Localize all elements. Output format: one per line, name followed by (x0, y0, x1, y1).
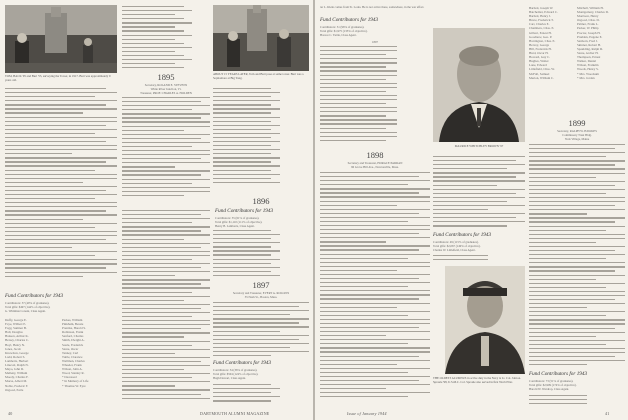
list-item: Wellman, Charles (62, 358, 85, 363)
fund-1943-d-line2: Total gifts: $2,909 (174% of objective). (529, 383, 577, 387)
list-item: Robinson, Frank (62, 330, 84, 335)
right-col1-body (320, 172, 430, 400)
list-item: Ladd, Robert S. (5, 354, 26, 359)
list-item: Parkes, William (62, 318, 83, 322)
class-1895-address: White River Junction, Vt. (150, 87, 182, 91)
list-item: Bartlett, Henry J. (529, 14, 551, 19)
class-1896-heading: 1896 (252, 196, 270, 206)
right-col2-names (433, 255, 525, 263)
list-item: Tenney, Carl (62, 350, 79, 355)
list-item: Pinkham, Bessie (62, 322, 84, 327)
list-item: Montgomery, Charles D. (577, 10, 609, 15)
photo-tom-hack-tower (5, 5, 117, 73)
fund-1943-c-title: Fund Contributors for 1943 (433, 232, 492, 238)
fund-1943-c-line3: Charles W. Littlefield, Class Agent. (433, 248, 476, 252)
list-item: Morse, Albert M. (5, 379, 28, 384)
list-item: * Thomas W. Eyre (62, 383, 86, 388)
list-item: Mitchell, William H. (577, 6, 604, 10)
list-item: Wood, Stanley R. (62, 371, 85, 376)
left-col3-names (213, 88, 309, 186)
list-item: Noble, Frederic F. (5, 383, 29, 388)
left-col3-body (213, 302, 309, 359)
fund-1943-a-title: Fund Contributors for 1943 (5, 293, 64, 299)
list-item: Smith, Dwight A. (62, 338, 85, 343)
right-year-1897: 1897 (372, 40, 378, 44)
left-page-number: 40 (8, 411, 13, 416)
class-1895-treasurer: Treasurer, PROF. CHARLES A. HOLDEN (140, 91, 192, 95)
list-item: Stone, Archer H. (577, 51, 599, 56)
class-1896-line1: Contributors: 35 (61% of graduates). (215, 216, 260, 220)
left-col2-body (122, 97, 210, 199)
list-item: Sanborn, Fred J. (577, 38, 598, 43)
class-1899-city: York Village, Maine (564, 137, 590, 141)
list-item: Walker, Daniel (577, 59, 597, 64)
right-footer-issue: Issue of January 1944 (347, 411, 387, 416)
fund-1943-b-line3: Horace C. Tuttle, Class Agent. (320, 33, 357, 37)
class-1898-heading: 1898 (366, 150, 384, 160)
class-1897-line3: Hugh Dewart, Class Agent. (213, 376, 246, 380)
class-1896-line3: Henry B. Lamberts, Class Agent. (215, 224, 255, 228)
right-col1-names (320, 46, 430, 144)
list-item: Chambers, Chas. E. (529, 26, 555, 31)
right-header-note: ter L. Klein comes from St. Louis. He is not active there, somewhere, in the war effort. (320, 5, 425, 9)
class-1899-secretary: Secretary, RALPH W. HAWKES (557, 129, 597, 133)
photo1-caption: TOM, HACK '95 and Burt '53, surveying the Tower, in 1917. Burt was approximately 9 years old. (5, 74, 111, 82)
list-item: Hanson, Arthur K. (5, 334, 29, 339)
list-item: Wilson, Franklin (577, 63, 599, 68)
right-names-col2 (577, 6, 625, 80)
list-item: Hervey, George (529, 42, 550, 47)
list-item: Howard, Guy C. (529, 55, 551, 60)
list-item: Duffy, George E. (5, 318, 27, 322)
list-item: Hill, Frederick H. (529, 46, 552, 51)
list-item: Skinner, Robert H. (577, 42, 601, 47)
left-col1-body (5, 88, 117, 280)
left-page (0, 0, 313, 420)
list-item: Fogg, Sumner B. (5, 326, 27, 331)
fund-1943-b-title: Fund Contributors for 1943 (320, 17, 379, 23)
list-item: Foye, Wilbert E. (5, 322, 27, 327)
left-col3-names-3 (213, 384, 309, 404)
right-page (315, 0, 628, 420)
list-item: Hurd, Oscar H. (529, 51, 549, 56)
list-item: Thompson, Ernest (577, 55, 601, 60)
class-1897-secretary: Secretary and Treasurer, EVERT A. ROLLINS (232, 291, 290, 295)
list-item: Woods, Henry S. (577, 67, 599, 72)
right-page-number: 41 (605, 411, 610, 416)
list-item: Lane, Edward (529, 63, 547, 68)
fund-1943-d-line3: Harold W. Wardrop, Class Agent. (529, 387, 570, 391)
list-item: Gilbert, Ernest H. (529, 30, 552, 35)
fund-1943-d-title: Fund Contributors for 1943 (529, 371, 588, 377)
left-footer-magazine: DARTMOUTH ALUMNI MAGAZINE (200, 411, 270, 416)
class-1898-secretary: Secretary and Treasurer, HORACE PARRAN (347, 161, 403, 165)
right-col2-body (433, 156, 525, 229)
list-item: Jones, Jacob (5, 346, 21, 351)
right-names-col1 (529, 6, 575, 80)
left-names-col2 (62, 318, 117, 388)
list-item: Parker, W. Philip (577, 26, 599, 31)
right-col3-names (529, 395, 625, 407)
list-item: Osgood, Earle (5, 387, 24, 392)
photo3-caption: MAURICE WHITCHLEY BROWN '97 (454, 144, 504, 148)
list-item: Spaulding, Ralph D. (577, 46, 604, 51)
list-item: Tuttle, Clarence (62, 354, 83, 359)
list-item: * In Memory of Life (62, 379, 89, 384)
list-item: Soule, Frederick (62, 342, 84, 347)
class-1895-secretary: Secretary, ROLAND E. STEVENS (144, 83, 188, 87)
left-col2-names-top (122, 6, 210, 71)
list-item: Prentiss, Harold S. (62, 326, 86, 331)
list-item: Hall, Douglas (5, 330, 23, 335)
list-item: Knowlton, George (5, 350, 29, 355)
list-item: Prudden, Eugene E. (577, 34, 603, 39)
list-item: Osgood, Chas. D. (577, 18, 600, 23)
class-1896-fund-title: Fund Contributors for 1943 (215, 208, 274, 214)
photo4-caption: THE OLDEST ALUMNUS in active duty in the Navy is Lt. Col. John A. Sproule '98, U.S.M.C. Col. Sproule also served in first World War. (433, 376, 521, 384)
left-col2-lower (122, 210, 210, 402)
list-item: Harrington, Chas. E. (529, 38, 556, 43)
photo-john-sproule (445, 266, 525, 374)
fund-1943-b-line2: Total gifts: $1,975 (133% of objective). (320, 29, 368, 33)
fund-1943-c-line1: Contributors: 49 (115% of graduates). (433, 240, 479, 244)
class-1897-heading: 1897 (252, 280, 270, 290)
left-col3-names-2 (213, 230, 309, 279)
list-item: Bartlett, Joseph W. (529, 6, 554, 10)
class-1895-heading: 1895 (157, 72, 175, 82)
fund-1943-c-line2: Total gifts: $2,067 (149% of objective). (433, 244, 481, 248)
photo-maurice-brown (433, 28, 525, 142)
list-item: Bruce, Frederick T. (529, 18, 554, 23)
list-item: Palmer, Frank L. (577, 22, 599, 27)
list-item: Wheeler, Frank (62, 363, 82, 368)
list-item: Carr, Charles E. (529, 22, 550, 27)
list-item: Littlefield, Chas. W. (529, 67, 555, 72)
list-item: Goodnow, Geo. P. (529, 34, 553, 39)
list-item: Hoyt, Henry N. (5, 342, 25, 347)
fund-1943-a-line1: Contributors: 37 (49% of graduates). (5, 301, 50, 305)
list-item: Mayo, John D. (5, 367, 24, 372)
list-item: Lamberts, Herbert (5, 358, 29, 363)
fund-1943-d-line1: Contributors: 73 (51% of graduates). (529, 379, 574, 383)
right-col3-body (529, 144, 625, 368)
class-1897-line2: Total gifts: $504 (124% of objective). (213, 372, 259, 376)
list-item: McFall, Samuel (529, 71, 550, 76)
list-item: * Mrs. Woodsum (577, 71, 599, 76)
photo-tom-burt-later (213, 5, 309, 71)
fund-1943-a-line2: Total gifts: $497 (144% of objective). (5, 305, 51, 309)
list-item: Hughes, Walter (529, 59, 549, 64)
class-1898-address: 96 Grove Hill Ave., Newtonville, Mass. (351, 165, 399, 169)
list-item: Moody, Charles F. (5, 375, 29, 380)
class-1899-heading: 1899 (568, 118, 586, 128)
list-item: Sanford, Charles (62, 334, 84, 339)
list-item: Batchelder, Edward C. (529, 10, 558, 15)
class-1897-fund-title: Fund Contributors for 1943 (213, 360, 272, 366)
list-item: Wilson, John A. (62, 367, 83, 372)
list-item: Merton, William C. (529, 75, 554, 80)
class-1897-address: 35 Nash St., Boston, Mass. (244, 295, 278, 299)
class-1899-address: Commissary Trust Bldg. (562, 133, 592, 137)
list-item: Linscott, Ralph N. (5, 363, 29, 368)
list-item: Morrison, Henry (577, 14, 599, 19)
list-item: Hersey, Charles C. (5, 338, 29, 343)
class-1897-line1: Contributors: 34 (36% of graduates). (213, 368, 258, 372)
photo2-caption: ABOUT 15 YEARS LATER, Tom and Burt pose at same tower. Burt was a Sophomore at Big Tong. (213, 72, 304, 80)
list-item: Stone, Oscar (62, 346, 79, 351)
fund-1943-b-line1: Contributors: 51 (96% of graduates). (320, 25, 365, 29)
list-item: * Mrs. Jordan (577, 75, 595, 80)
left-names-col1 (5, 318, 60, 392)
list-item: Melleny, William (5, 371, 28, 376)
fund-1943-a-line3: G. Whitman Conant, Class Agent. (5, 309, 46, 313)
list-item: * Deceased (62, 375, 77, 380)
class-1896-line2: Total gifts: $1,110 (111% of objective). (215, 220, 263, 224)
list-item: Proctor, Joseph H. (577, 30, 601, 35)
